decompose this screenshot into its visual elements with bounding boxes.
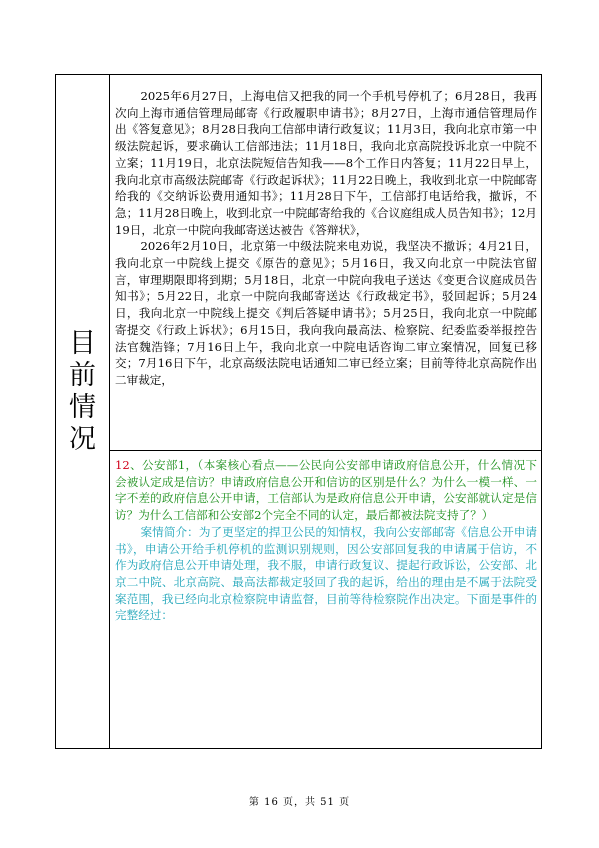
page-footer: 第 16 页，共 51 页: [248, 797, 351, 808]
situation-paragraph-2: 2026年2月10日，北京第一中级法院来电劝说，我坚决不撤诉；4月21日，我向北京一中院线上提交《原告的意见》；5月16日，我又向北京一中院法官留言，审理期限即将到期；5月18日，北京一中院向我电子送达《变更合议庭成员告知书》；5月22日，北京一中院向我邮寄送达《行政裁定书》，驳回起诉；5月24日，我向北京一中院线上提交《判后答疑申请书》；5月25日，我向北京一中院邮寄提交《行政上诉状》；6月15日，我向我向最高法、检察院、纪委监委举报控告法官魏浩锋；7月16日上午，我向北京一中院电话咨询二审立案情况，回复已移交；7月16日下午，北京高级法院电话通知二审已经立案；目前等待北京高院作出二审裁定，: [115, 239, 537, 387]
section-label-cell: [56, 75, 109, 748]
case-intro-text: 、公安部1，（本案核心看点——公民向公安部申请政府信息公开，什么情况下会被认定成是信访？申请政府信息公开和信访的区别是什么？为什么一模一样、一字不差的政府信息公开申请，工信部认为是政府信息公开申请，公安部就认定是信访？为什么工信部和公安部2个完全不同的认定，最后都被法院支持了？）: [115, 458, 537, 523]
case-intro: [115, 457, 537, 524]
case-summary: 案情简介：为了更坚定的捍卫公民的知情权，我向公安部邮寄《信息公开申请书》，申请公开给手机停机的监测识别规则，因公安部回复我的申请属于信访，不作为政府信息公开申请处理，我不服，申请行政复议、提起行政诉讼，公安部、北京二中院、北京高院、最高法都裁定驳回了我的起诉，给出的理由是不属于法院受案范围，我已经向北京检察院申请监督，目前等待检察院作出决定。下面是事件的完整经过：: [115, 524, 537, 623]
row-divider: [109, 450, 541, 451]
case-content: [115, 457, 537, 624]
current-situation-content: [115, 88, 537, 389]
section-label: 目前情况: [69, 327, 96, 455]
situation-paragraph-1: 2025年6月27日，上海电信又把我的同一个手机号停机了；6月28日，我再次向上海市通信管理局邮寄《行政履职申请书》；8月27日，上海市通信管理局作出《答复意见》；8月28日我向工信部申请行政复议；11月3日，我向北京市第一中级法院起诉，要求确认工信部违法；11月18日，我向北京高院投诉北京一中院不立案；11月19日，北京法院短信告知我——8个工作日内答复；11月22日早上，我向北京市高级法院邮寄《行政起诉状》；11月22日晚上，我收到北京一中院邮寄给我的《交纳诉讼费用通知书》；11月28日下午，工信部打电话给我，撤诉，不急；11月28日晚上，收到北京一中院邮寄给我的《合议庭组成人员告知书》；12月19日，北京一中院向我邮寄送达被告《答辩状》，: [115, 89, 537, 237]
case-number: 12: [115, 458, 130, 472]
document-table: [55, 74, 542, 749]
column-divider: [109, 75, 110, 748]
